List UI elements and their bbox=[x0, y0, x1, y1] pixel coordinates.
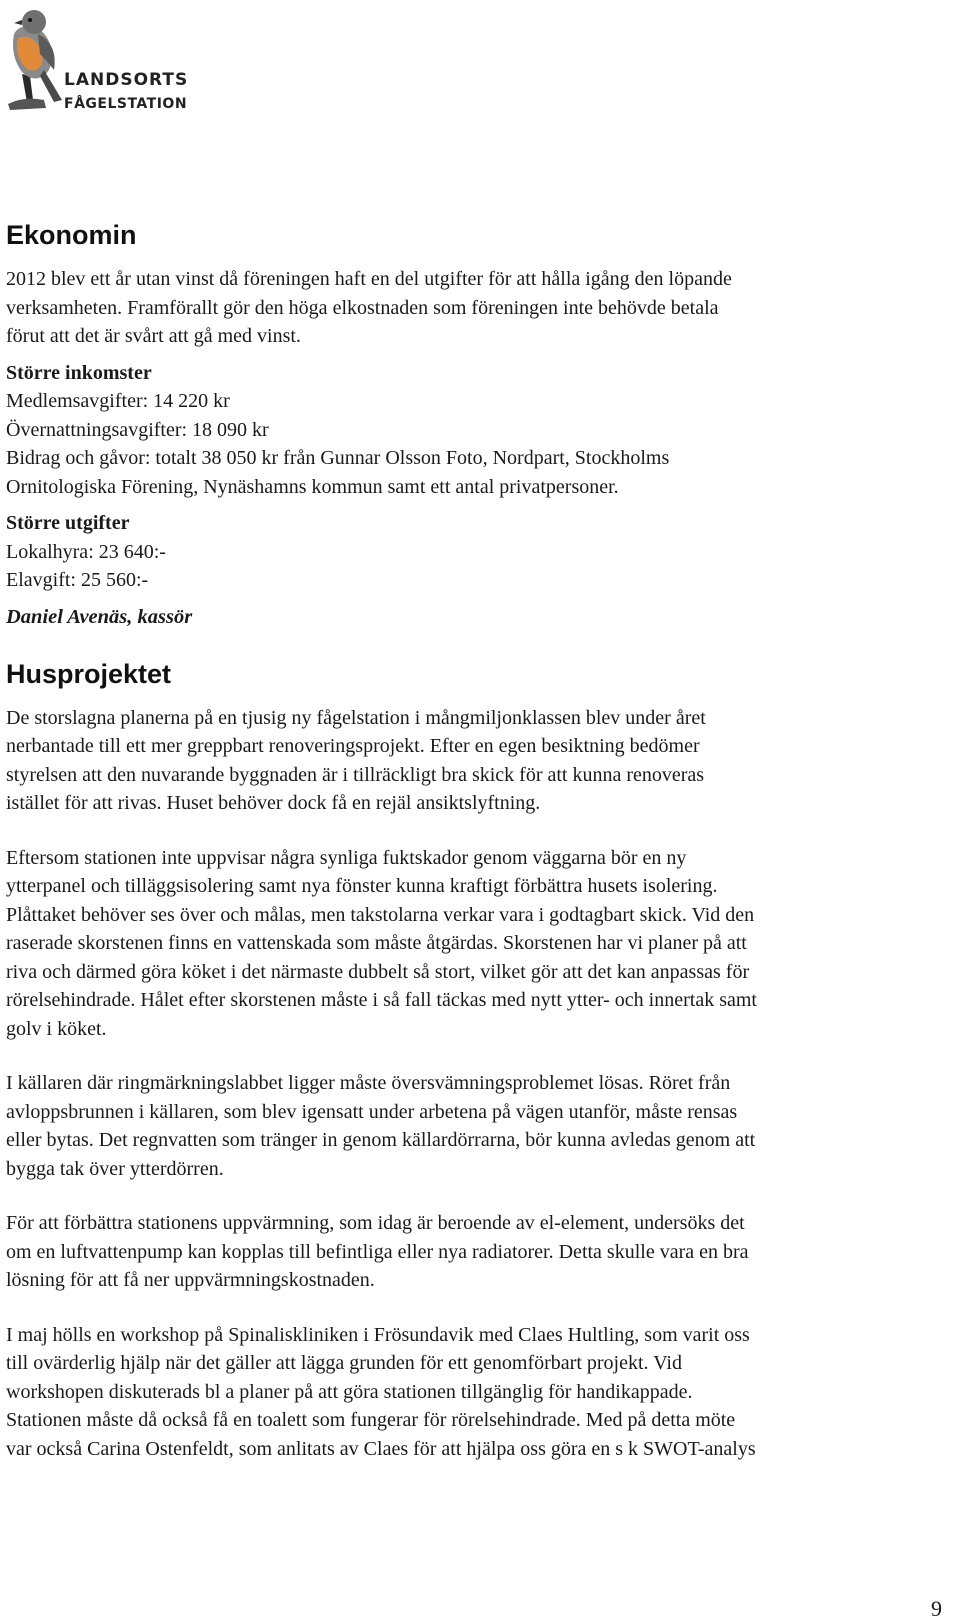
ekonomi-intro-line: förut att det är svårt att gå med vinst. bbox=[6, 325, 301, 347]
text-line: nerbantade till ett mer greppbart renoveringsprojekt. Efter en egen besiktning bedömer bbox=[6, 735, 700, 757]
ekonomi-intro-line: verksamheten. Framförallt gör den höga elkostnaden som föreningen inte behövde betala bbox=[6, 296, 719, 319]
text-line: ytterpanel och tilläggsisolering samt nya fönster kunna kraftigt förbättra husets isolering. bbox=[6, 875, 718, 897]
landsort-logo bbox=[4, 4, 194, 116]
expense-heading: Större utgifter bbox=[6, 512, 130, 534]
heading-ekonomin: Ekonomin bbox=[6, 220, 137, 250]
text-line: lösning för att få ner uppvärmningskostnaden. bbox=[6, 1269, 375, 1291]
heading-husprojektet: Husprojektet bbox=[6, 658, 172, 689]
text-line: Stationen måste då också få en toalett som fungerar för rörelsehindrade. Med på detta möte bbox=[6, 1409, 736, 1431]
text-line: riva och därmed göra köket i det närmaste dubbelt så stort, vilket gör att det kan anpassas för bbox=[6, 960, 750, 983]
ekonomi-intro-line: 2012 blev ett år utan vinst då föreningen haft en del utgifter för att hålla igång den löpande bbox=[6, 268, 732, 290]
text-line: golv i köket. bbox=[6, 1017, 107, 1040]
text-line: till ovärderlig hjälp när det gäller att lägga grunden för ett genomförbart projekt. Vid bbox=[6, 1352, 682, 1374]
page-number: 9 bbox=[931, 1596, 942, 1621]
income-heading: Större inkomster bbox=[6, 361, 152, 384]
signature: Daniel Avenäs, kassör bbox=[6, 605, 193, 628]
text-line: rörelsehindrade. Hålet efter skorstenen måste i så fall täckas med nytt ytter- och innertak samt bbox=[6, 989, 757, 1011]
logo-subtitle: FÅGELSTATION bbox=[64, 96, 188, 112]
text-line: om en luftvattenpump kan kopplas till befintliga eller nya radiatorer. Detta skulle vara en bra bbox=[6, 1240, 749, 1263]
income-line: Ornitologiska Förening, Nynäshamns kommun samt ett antal privatpersoner. bbox=[6, 475, 619, 498]
logo-title: LANDSORTS bbox=[64, 70, 189, 90]
text-line: I källaren där ringmärkningslabbet ligger måste översvämningsproblemet lösas. Röret från bbox=[6, 1072, 731, 1094]
paragraph bbox=[6, 1321, 946, 1464]
expense-line: Lokalhyra: 23 640:- bbox=[6, 540, 166, 563]
income-line: Medlemsavgifter: 14 220 kr bbox=[6, 390, 230, 412]
document-body bbox=[6, 218, 946, 1463]
paragraph bbox=[6, 844, 946, 1044]
income-line: Övernattningsavgifter: 18 090 kr bbox=[6, 418, 269, 441]
paragraph bbox=[6, 1069, 946, 1183]
text-line: eller bytas. Det regnvatten som tränger in genom källardörrarna, bör kunna avledas genom att bbox=[6, 1129, 756, 1151]
income-line: Bidrag och gåvor: totalt 38 050 kr från Gunnar Olsson Foto, Nordpart, Stockholms bbox=[6, 447, 670, 469]
text-line: styrelsen att den nuvarande byggnaden är i tillräckligt bra skick för att kunna renoveras bbox=[6, 763, 705, 786]
text-line: avloppsbrunnen i källaren, som blev igensatt under arbetena på vägen utanför, måste rensas bbox=[6, 1100, 738, 1123]
text-line: raserade skorstenen finns en vattenskada som måste åtgärdas. Skorstenen har vi planer på att bbox=[6, 932, 747, 954]
text-line: workshopen diskuterads bl a planer på att göra stationen tillgänglig för handikappade. bbox=[6, 1380, 693, 1403]
expense-line: Elavgift: 25 560:- bbox=[6, 569, 149, 591]
text-line: De storslagna planerna på en tjusig ny fågelstation i mångmiljonklassen blev under året bbox=[6, 706, 706, 729]
text-line: bygga tak över ytterdörren. bbox=[6, 1157, 224, 1180]
text-line: För att förbättra stationens uppvärmning, som idag är beroende av el-element, undersöks det bbox=[6, 1212, 745, 1234]
paragraph bbox=[6, 704, 946, 818]
text-line: Plåttaket behöver ses över och målas, men takstolarna verkar vara i godtagbart skick. Vid den bbox=[6, 903, 755, 926]
paragraph bbox=[6, 1209, 946, 1295]
text-line: Eftersom stationen inte uppvisar några synliga fuktskador genom väggarna bör en ny bbox=[6, 846, 687, 869]
text-line: var också Carina Ostenfeldt, som anlitats av Claes för att hjälpa oss göra en s k SWOT-analys bbox=[6, 1437, 756, 1460]
text-line: I maj hölls en workshop på Spinaliskliniken i Frösundavik med Claes Hultling, som varit oss bbox=[6, 1323, 750, 1346]
text-line: istället för att rivas. Huset behöver dock få en rejäl ansiktslyftning. bbox=[6, 792, 541, 814]
